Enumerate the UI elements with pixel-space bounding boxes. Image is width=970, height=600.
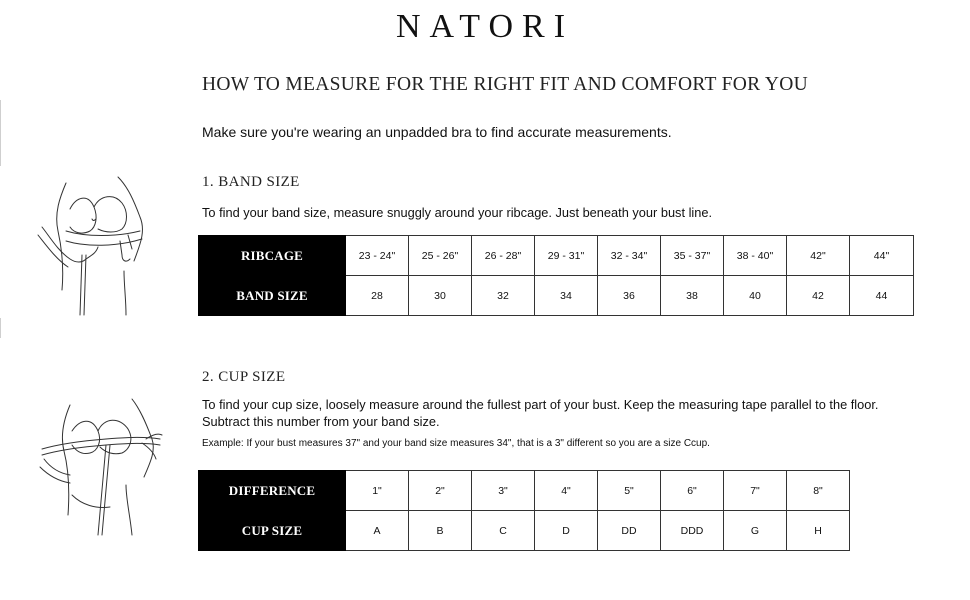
brand-logo: NATORI bbox=[395, 8, 575, 45]
cup-size-cell: A bbox=[346, 511, 409, 551]
difference-cell: 5" bbox=[598, 471, 661, 511]
cup-instructions: To find your cup size, loosely measure around the fullest part of your bust. Keep the measuring tape parallel to the floor. Subtract this number from your band size. bbox=[202, 397, 879, 429]
cup-example-text: Example: If your bust measures 37" and your band size measures 34", that is a 3" different so you are a size Ccup. bbox=[202, 438, 710, 449]
table-row bbox=[199, 276, 914, 316]
band-section-title: 1. BAND SIZE bbox=[202, 174, 300, 190]
cup-size-cell: DDD bbox=[661, 511, 724, 551]
band-size-table bbox=[198, 235, 914, 316]
difference-cell: 1" bbox=[346, 471, 409, 511]
band-size-cell: 32 bbox=[472, 276, 535, 316]
ribcage-cell: 29 - 31" bbox=[535, 236, 598, 276]
band-measure-illustration bbox=[36, 175, 156, 320]
ribcage-cell: 35 - 37" bbox=[661, 236, 724, 276]
band-size-cell: 28 bbox=[346, 276, 409, 316]
cup-measure-illustration bbox=[36, 395, 166, 540]
cup-size-cell: H bbox=[787, 511, 850, 551]
ribcage-label: RIBCAGE bbox=[199, 236, 346, 276]
ribcage-cell: 25 - 26" bbox=[409, 236, 472, 276]
difference-cell: 8" bbox=[787, 471, 850, 511]
table-row bbox=[199, 511, 850, 551]
band-size-cell: 42 bbox=[787, 276, 850, 316]
band-size-cell: 38 bbox=[661, 276, 724, 316]
difference-cell: 2" bbox=[409, 471, 472, 511]
band-instructions: To find your band size, measure snuggly around your ribcage. Just beneath your bust line. bbox=[202, 205, 713, 220]
left-edge-mark bbox=[0, 100, 1, 166]
band-size-cell: 30 bbox=[409, 276, 472, 316]
table-row bbox=[199, 471, 850, 511]
ribcage-cell: 42" bbox=[787, 236, 850, 276]
cup-size-cell: G bbox=[724, 511, 787, 551]
ribcage-cell: 32 - 34" bbox=[598, 236, 661, 276]
band-size-cell: 44 bbox=[850, 276, 914, 316]
ribcage-cell: 26 - 28" bbox=[472, 236, 535, 276]
ribcage-cell: 38 - 40" bbox=[724, 236, 787, 276]
cup-size-cell: DD bbox=[598, 511, 661, 551]
intro-text: Make sure you're wearing an unpadded bra to find accurate measurements. bbox=[202, 124, 672, 140]
difference-cell: 6" bbox=[661, 471, 724, 511]
cup-size-cell: B bbox=[409, 511, 472, 551]
ribcage-cell: 44" bbox=[850, 236, 914, 276]
ribcage-cell: 23 - 24" bbox=[346, 236, 409, 276]
difference-cell: 7" bbox=[724, 471, 787, 511]
cup-size-table bbox=[198, 470, 850, 551]
cup-size-cell: D bbox=[535, 511, 598, 551]
band-size-label: BAND SIZE bbox=[199, 276, 346, 316]
band-size-cell: 34 bbox=[535, 276, 598, 316]
difference-label: DIFFERENCE bbox=[199, 471, 346, 511]
band-size-cell: 40 bbox=[724, 276, 787, 316]
difference-cell: 4" bbox=[535, 471, 598, 511]
cup-section-title: 2. CUP SIZE bbox=[202, 369, 286, 385]
cup-size-cell: C bbox=[472, 511, 535, 551]
band-size-cell: 36 bbox=[598, 276, 661, 316]
page-heading: HOW TO MEASURE FOR THE RIGHT FIT AND COMFORT FOR YOU bbox=[202, 74, 809, 95]
cup-size-label: CUP SIZE bbox=[199, 511, 346, 551]
table-row bbox=[199, 236, 914, 276]
left-edge-mark bbox=[0, 318, 1, 338]
difference-cell: 3" bbox=[472, 471, 535, 511]
